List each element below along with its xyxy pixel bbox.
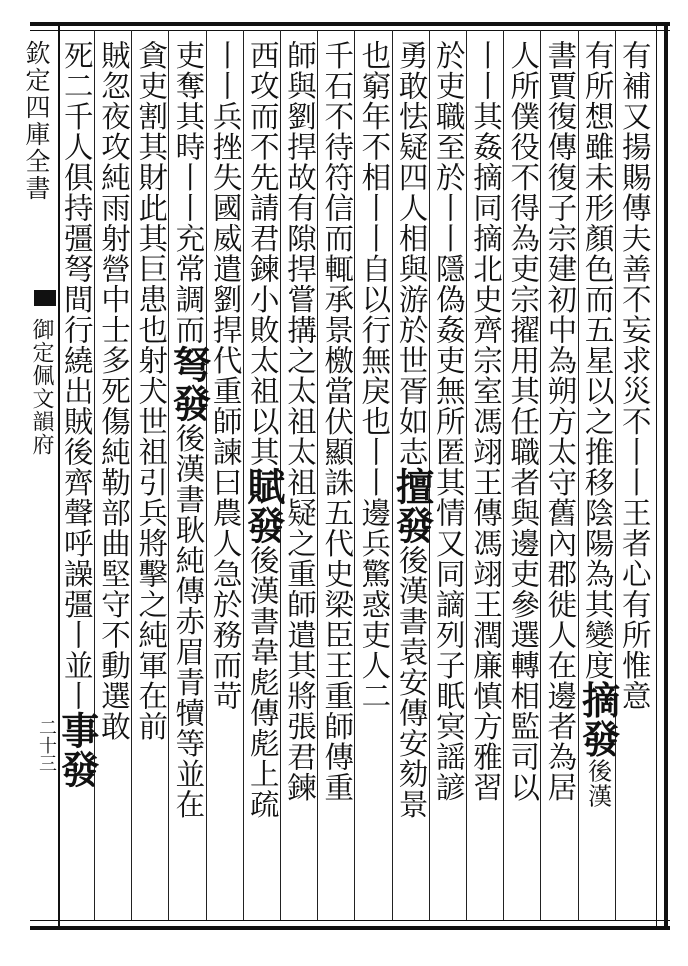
collection-title: 欽定四庫全書 (22, 40, 51, 202)
text-segment: 有補又揚賜傳夫善不妄求災不丨丨王者心有所惟意 (617, 40, 652, 711)
text-column (206, 40, 246, 920)
text-column (354, 40, 394, 920)
text-segment: 後漢 (583, 758, 612, 809)
text-segment: 勇敢怯疑四人相與游於世胥如志 (394, 40, 429, 467)
headword: 弩發 (166, 345, 212, 423)
text-column (166, 40, 212, 920)
text-column (503, 40, 543, 920)
text-column (240, 40, 286, 920)
text-segment: 有所想雖未形顏色而五星以之推移陰陽為其變度 (580, 40, 615, 681)
text-segment: 丨丨其姦摘同摘北史齊宗室馮翊王傳馮翊王潤廉慎方雅習 (469, 40, 503, 803)
frame-right-inner-line (656, 22, 657, 930)
text-segment: 千石不待符信而輒承景檄當伏顯誅五代史梁臣王重師傳重 (320, 40, 355, 803)
text-segment: 射犬世祖引兵將擊之純軍在前 (134, 345, 169, 742)
text-segment: 丨丨兵挫失國威遣劉捍代重師 (208, 40, 243, 437)
headword: 摘發 (575, 680, 621, 759)
text-segment: 師與劉捍故有隙捍嘗搆之太祖太祖疑之重師遣其將張君鍊 (283, 40, 317, 803)
fishtail-mark (34, 290, 56, 306)
text-segment: 書賈復傳復子宗建初中為朔方太守舊內郡徙人在邊者為居 (543, 40, 578, 803)
text-segment: 後漢書耿純傳赤眉青犢等並在 (171, 423, 206, 820)
text-segment: 死二千人俱持彊弩間行繞出賊後齊聲呼譟彊丨並丨 (59, 40, 94, 711)
text-segment: 吏奪其時丨丨充常調而 (171, 40, 206, 345)
text-segment: 後漢書袁安傳安劾景 (394, 545, 429, 820)
frame-right-line (664, 22, 668, 930)
book-title: 御定佩文韻府 (29, 318, 54, 456)
headword: 賦發 (240, 467, 286, 545)
text-segment: 丨丨邊兵驚惑吏人二 (357, 436, 392, 711)
frame-top-line (30, 22, 670, 26)
text-column (575, 40, 621, 920)
text-column (429, 40, 469, 920)
frame-top-inner-line (30, 30, 670, 31)
text-segment: 西攻而不先請君鍊小敗太祖以其 (245, 40, 280, 467)
text-column (540, 40, 580, 920)
page-number: 二十三 (36, 718, 57, 772)
text-segment: 貪吏割其財此其巨患也 (134, 40, 169, 345)
text-column (389, 40, 435, 920)
text-segment: 諫曰農人急於務而苛 (208, 436, 243, 711)
text-column (280, 40, 320, 920)
text-segment: 後漢書韋彪傳彪上疏 (245, 545, 280, 820)
headword: 事發 (54, 711, 100, 789)
text-column (466, 40, 506, 920)
frame-bottom-inner-line (30, 920, 670, 921)
text-segment: 也窮年不相丨丨自以行無戾也 (357, 40, 392, 437)
text-segment: 賊忽夜攻純雨射營中士多死傷純勒部曲堅守不動選敢 (97, 40, 131, 742)
frame-bottom-line (30, 926, 670, 930)
text-segment: 於吏職至於丨丨隱偽姦吏無所匿其情又同謫列子眂㝠謡諺 (431, 40, 466, 803)
text-column (94, 40, 134, 920)
text-column (615, 40, 655, 920)
text-column (317, 40, 357, 920)
text-column (54, 40, 100, 920)
text-segment: 人所僕役不得為吏宗擢用其任職者與邊吏參選轉相監司以 (506, 40, 541, 803)
headword: 擅發 (389, 467, 435, 545)
text-column (131, 40, 171, 920)
